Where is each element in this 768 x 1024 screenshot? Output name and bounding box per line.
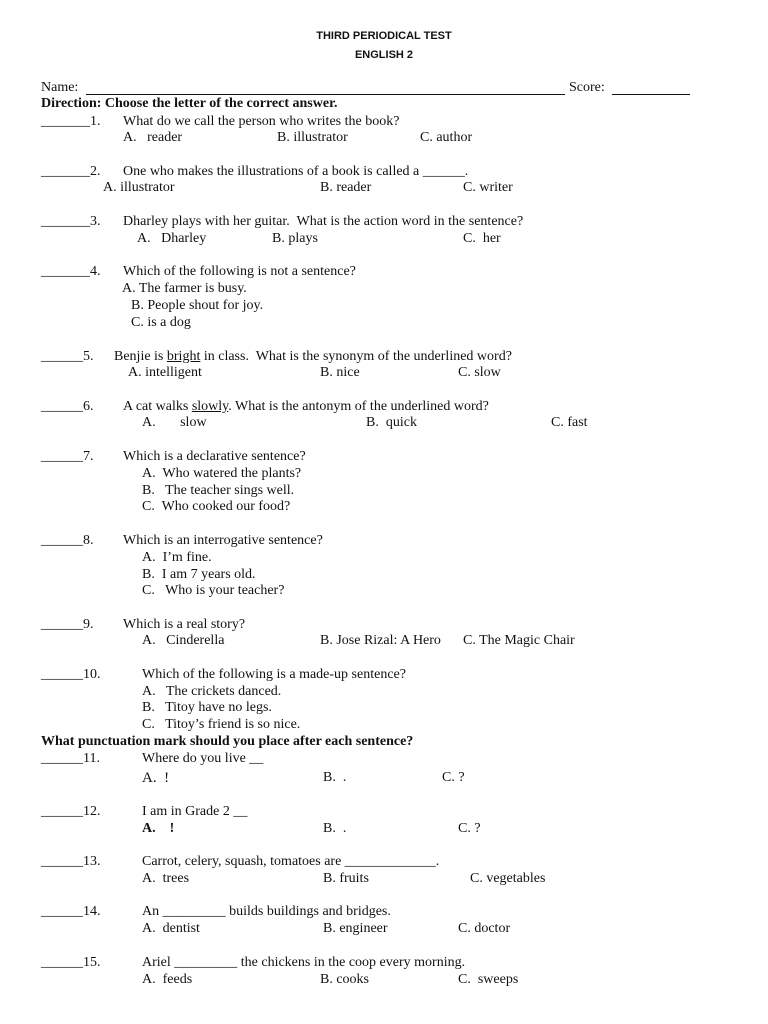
answer-blank: ______8. [41,533,94,548]
name-label: Name: [41,80,79,95]
answer-blank: ______13. [41,854,101,869]
option-b: B. quick [366,415,417,430]
option-a: A. I’m fine. [142,550,212,565]
question-text: I am in Grade 2 __ [142,804,248,819]
answer-blank: ______15. [41,955,101,970]
answer-blank: _______1. [41,114,101,129]
question-text: Carrot, celery, squash, tomatoes are _____________. [142,854,440,869]
option-c: C. Titoy’s friend is so nice. [142,717,301,732]
option-c: C. doctor [458,921,511,936]
question-text-after: . What is the antonym of the underlined word? [228,399,489,414]
option-a: A. The crickets danced. [142,684,282,699]
option-c: C. is a dog [131,315,191,330]
option-c: C. ? [442,770,465,785]
question-10 [0,667,768,732]
answer-blank: ______10. [41,667,101,682]
option-a: A. trees [142,871,190,886]
question-text: What do we call the person who writes the book? [123,114,400,129]
option-a: A. Cinderella [142,633,225,648]
option-c: C. Who cooked our food? [142,499,291,514]
question-text: Which is an interrogative sentence? [123,533,323,548]
option-b: B. People shout for joy. [131,298,264,313]
name-blank-line [86,80,565,95]
option-b: B. I am 7 years old. [142,567,256,582]
answer-blank: ______9. [41,617,94,632]
option-c: C. her [463,231,501,246]
question-4 [0,264,768,330]
score-blank-line [612,80,690,95]
option-b: B. . [323,770,347,785]
option-c: C. Who is your teacher? [142,583,285,598]
question-11 [0,751,768,811]
option-a: A. The farmer is busy. [122,281,247,296]
option-b: B. cooks [320,972,369,987]
option-a: A. dentist [142,921,200,936]
option-b: B. Jose Rizal: A Hero [320,633,441,648]
option-b: B. plays [272,231,318,246]
question-8 [0,533,768,598]
question-text: Ariel _________ the chickens in the coop every morning. [142,955,466,970]
option-a: A. reader [123,130,183,145]
question-7 [0,449,768,514]
answer-blank: _______3. [41,214,101,229]
answer-blank: _______4. [41,264,101,279]
underlined-word: slowly [191,399,229,414]
option-b: B. nice [320,365,360,380]
question-text [123,399,489,415]
option-a: A. feeds [142,972,193,987]
option-b: B. The teacher sings well. [142,483,295,498]
question-text-before: A cat walks [123,399,192,414]
answer-blank: ______7. [41,449,94,464]
question-text: Which of the following is a made-up sentence? [142,667,406,682]
option-b: B. engineer [323,921,388,936]
question-text: Where do you live __ [142,751,264,766]
question-text: One who makes the illustrations of a book is called a ______. [123,164,469,179]
question-text-before: Benjie is [114,349,167,364]
option-a: A. Who watered the plants? [142,466,302,481]
option-c: C. sweeps [458,972,519,987]
option-a: A. ! [142,770,170,786]
test-title: THIRD PERIODICAL TEST [316,30,452,42]
option-c: C. The Magic Chair [463,633,575,648]
option-a: A. illustrator [103,180,175,195]
option-c: C. ? [458,821,481,836]
underlined-word: bright [166,349,201,364]
question-text: An _________ builds buildings and bridges. [142,904,391,919]
question-text: Which of the following is not a sentence? [123,264,356,279]
direction-text: Direction: Choose the letter of the correct answer. [41,96,338,111]
option-b: B. fruits [323,871,369,886]
answer-blank: ______6. [41,399,94,414]
option-b: B. Titoy have no legs. [142,700,272,715]
question-15 [0,955,768,1015]
option-b: B. . [323,821,347,836]
question-text: Which is a declarative sentence? [123,449,306,464]
test-subject: ENGLISH 2 [354,49,414,61]
question-text: Which is a real story? [123,617,246,632]
option-c: C. author [420,130,473,145]
question-text: Dharley plays with her guitar. What is the action word in the sentence? [123,214,524,229]
answer-blank: ______11. [41,751,100,766]
punctuation-direction-text: What punctuation mark should you place after each sentence? [41,734,414,749]
option-b: B. reader [320,180,372,195]
option-a: A. slow [142,415,207,430]
option-c: C. fast [551,415,588,430]
option-a: A. ! [142,821,175,836]
answer-blank: ______5. [41,349,94,364]
answer-blank: ______14. [41,904,101,919]
question-text-after: in class. What is the synonym of the underlined word? [200,349,512,364]
option-a: A. Dharley [137,231,207,246]
option-c: C. vegetables [470,871,546,886]
question-text [114,349,512,365]
option-c: C. writer [463,180,513,195]
option-b: B. illustrator [277,130,348,145]
option-a: A. intelligent [128,365,202,380]
score-label: Score: [569,80,605,95]
option-c: C. slow [458,365,501,380]
answer-blank: ______12. [41,804,101,819]
answer-blank: _______2. [41,164,101,179]
